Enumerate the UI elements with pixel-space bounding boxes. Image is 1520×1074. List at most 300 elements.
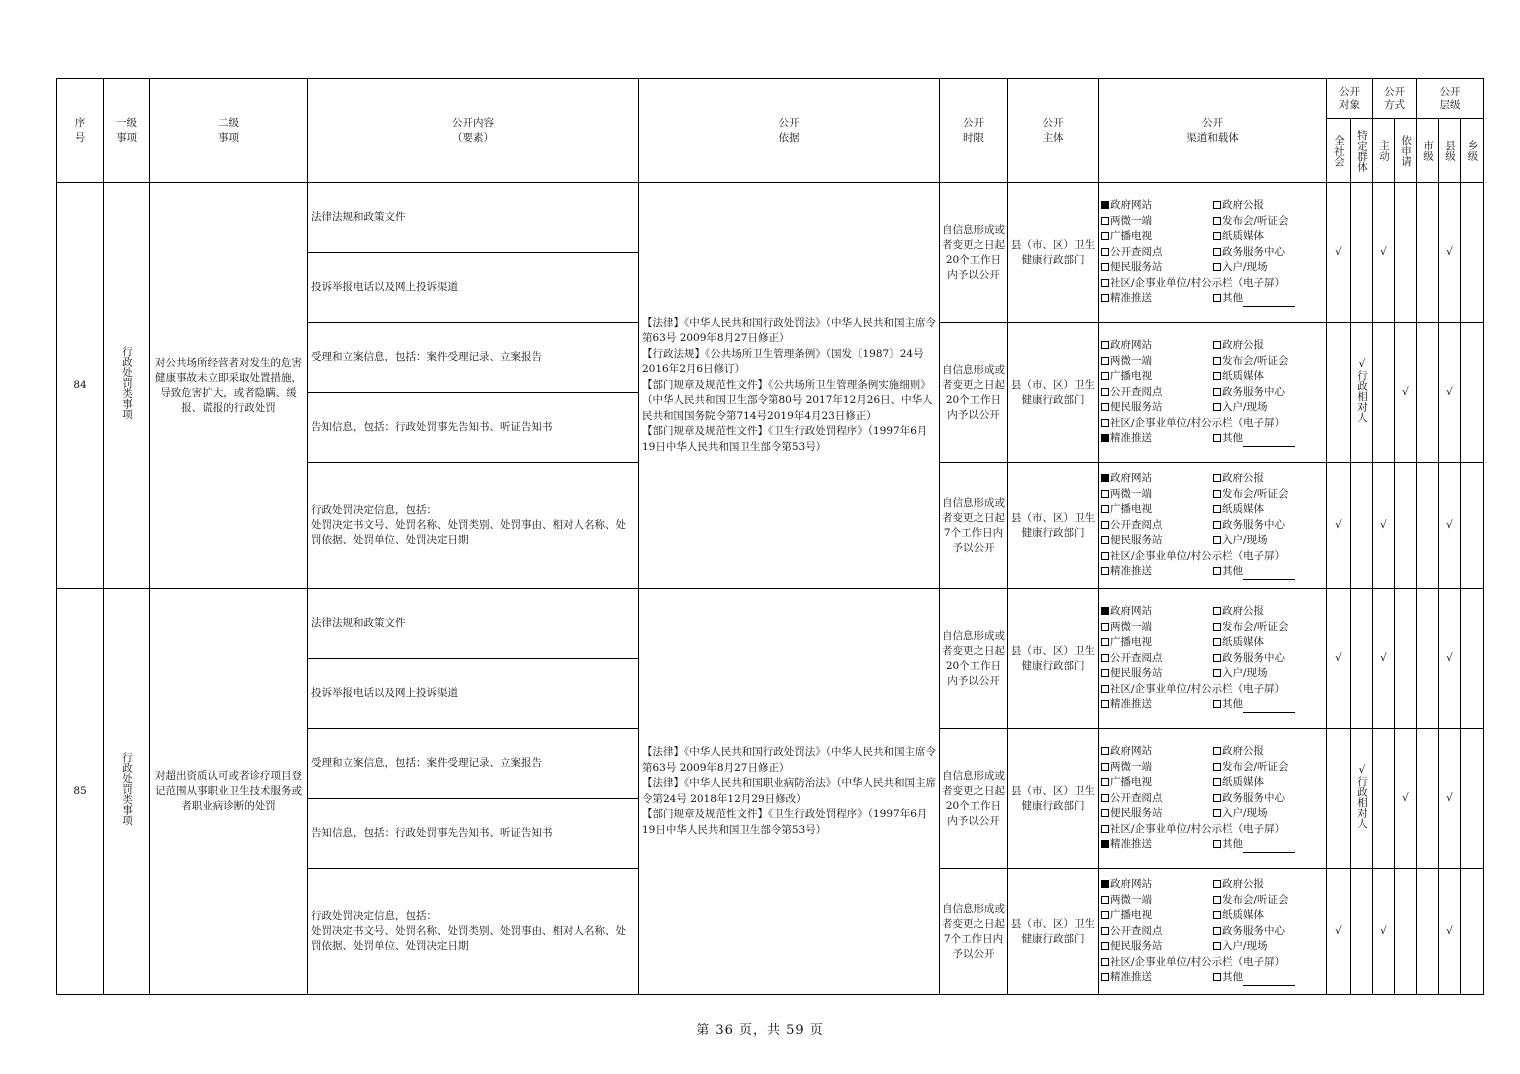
channel-row <box>1101 198 1324 214</box>
checkbox-icon <box>1213 474 1221 482</box>
channel-cell <box>1099 463 1327 589</box>
channel-option: 社区/企事业单位/村公示栏（电子屏） <box>1110 955 1286 968</box>
channel-row <box>1101 877 1324 893</box>
channel-option: 入户/现场 <box>1222 807 1268 820</box>
time-limit-cell: 自信息形成或者变更之日起7个工作日内予以公开 <box>940 869 1008 995</box>
channel-row <box>1101 549 1324 565</box>
basis-line: 【部门规章及规范性文件】《公共场所卫生管理条例实施细则》（中华人民共和国卫生部令第80号 2017年12月26日、中华人民共和国国务院令第714号2019年4月23日修正） <box>642 378 933 422</box>
checkbox-icon <box>1101 927 1109 935</box>
item-level1 <box>104 589 150 995</box>
channel-row <box>1101 564 1324 580</box>
channel-option: 政府公报 <box>1222 878 1264 891</box>
content-cell <box>308 659 639 729</box>
basis-line: 【法律】《中华人民共和国职业病防治法》（中华人民共和国主席令第24号 2018年12月29日修改） <box>642 777 936 805</box>
checkbox-icon <box>1213 567 1221 575</box>
content-cell <box>308 183 639 253</box>
disclosure-table <box>56 78 1484 995</box>
channel-option: 广播电视 <box>1110 776 1152 789</box>
content-cell <box>308 463 639 589</box>
checkbox-icon <box>1213 809 1221 817</box>
checkbox-icon <box>1213 927 1221 935</box>
channel-option: 发布会/听证会 <box>1222 487 1289 500</box>
channel-option: 政务服务中心 <box>1222 791 1285 804</box>
basis-line: 【部门规章及规范性文件】《卫生行政处罚程序》（1997年6月19日中华人民共和国卫生部令第53号） <box>642 425 928 453</box>
checkbox-icon <box>1213 654 1221 662</box>
checkbox-icon <box>1213 700 1221 708</box>
channel-option: 政府网站 <box>1110 878 1152 891</box>
method-active-mark: √ <box>1373 463 1395 589</box>
channel-option: 纸质媒体 <box>1222 230 1264 243</box>
channel-row <box>1101 908 1324 924</box>
content-cell <box>308 729 639 799</box>
obj-specific-mark <box>1351 729 1373 869</box>
channel-row <box>1101 893 1324 909</box>
header-tier-county: 县级 <box>1439 119 1461 183</box>
checkbox-icon <box>1101 474 1109 482</box>
channel-option: 其他 <box>1222 432 1243 445</box>
channel-row <box>1101 697 1324 713</box>
channel-option: 入户/现场 <box>1222 401 1268 414</box>
channel-row <box>1101 291 1324 307</box>
channel-option: 便民服务站 <box>1110 940 1163 953</box>
channel-row <box>1101 620 1324 636</box>
channel-option: 广播电视 <box>1110 230 1152 243</box>
content-cell <box>308 253 639 323</box>
channel-row <box>1101 760 1324 776</box>
channel-option: 入户/现场 <box>1222 261 1268 274</box>
channel-option: 精准推送 <box>1110 565 1152 578</box>
channel-option: 政府网站 <box>1110 472 1152 485</box>
checkbox-icon <box>1101 654 1109 662</box>
channel-row <box>1101 822 1324 838</box>
checkbox-icon <box>1101 403 1109 411</box>
content-cell <box>308 869 639 995</box>
item-level2: 对超出资质认可或者诊疗项目登记范围从事职业卫生技术服务或者职业病诊断的处罚 <box>150 589 308 995</box>
channel-row <box>1101 837 1324 853</box>
channel-row <box>1101 939 1324 955</box>
checkbox-icon <box>1101 825 1109 833</box>
checkbox-icon <box>1101 201 1109 209</box>
channel-cell <box>1099 323 1327 463</box>
checkbox-icon <box>1213 623 1221 631</box>
header-tier-city: 市级 <box>1417 119 1439 183</box>
tier-town-mark <box>1461 589 1484 729</box>
channel-option: 便民服务站 <box>1110 401 1163 414</box>
channel-option: 政府网站 <box>1110 605 1152 618</box>
channel-option: 发布会/听证会 <box>1222 620 1289 633</box>
channel-option: 社区/企事业单位/村公示栏（电子屏） <box>1110 549 1286 562</box>
checkbox-icon <box>1213 942 1221 950</box>
method-request-mark <box>1395 463 1417 589</box>
content-text: 告知信息，包括：行政处罚事先告知书、听证告知书 <box>311 421 553 433</box>
time-limit-cell: 自信息形成或者变更之日起20个工作日内予以公开 <box>940 729 1008 869</box>
channel-row <box>1101 245 1324 261</box>
tier-county-mark: √ <box>1439 729 1461 869</box>
content-text: 法律法规和政策文件 <box>311 617 406 629</box>
channel-option: 政务服务中心 <box>1222 518 1285 531</box>
header-channel: 公开 渠道和载体 <box>1099 79 1327 183</box>
channel-row <box>1101 338 1324 354</box>
channel-option: 精准推送 <box>1110 698 1152 711</box>
header-time: 公开 时限 <box>940 79 1008 183</box>
channel-row <box>1101 276 1324 292</box>
header-tier-town: 乡级 <box>1461 119 1484 183</box>
tier-city-mark <box>1417 729 1439 869</box>
content-text: 行政处罚决定信息，包括： <box>311 910 437 922</box>
checkbox-icon <box>1101 669 1109 677</box>
channel-row <box>1101 604 1324 620</box>
channel-row <box>1101 533 1324 549</box>
checkbox-icon <box>1101 747 1109 755</box>
channel-option: 其他 <box>1222 698 1243 711</box>
channel-row <box>1101 791 1324 807</box>
channel-option: 政府公报 <box>1222 199 1264 212</box>
obj-all-mark: √ <box>1327 869 1351 995</box>
checkbox-icon <box>1101 763 1109 771</box>
checkbox-icon <box>1101 372 1109 380</box>
checkbox-icon <box>1213 880 1221 888</box>
channel-option: 公开查阅点 <box>1110 245 1163 258</box>
channel-row <box>1101 354 1324 370</box>
subject-cell: 县（市、区）卫生健康行政部门 <box>1008 183 1099 323</box>
channel-row <box>1101 502 1324 518</box>
channel-option: 其他 <box>1222 838 1243 851</box>
checkbox-icon <box>1101 434 1109 442</box>
checkbox-icon <box>1101 638 1109 646</box>
content-cell <box>308 799 639 869</box>
channel-option: 其他 <box>1222 565 1243 578</box>
checkbox-icon <box>1101 248 1109 256</box>
checkbox-icon <box>1213 521 1221 529</box>
header-obj-specific: 特定群体 <box>1351 119 1373 183</box>
basis-line: 【法律】《中华人民共和国行政处罚法》（中华人民共和国主席令第63号 2009年8月27日修正） <box>642 316 936 345</box>
checkbox-icon <box>1213 388 1221 396</box>
channel-option: 入户/现场 <box>1222 940 1268 953</box>
level1-text: 行政处罚类事项 <box>121 752 133 826</box>
checkbox-icon <box>1101 896 1109 904</box>
channel-option: 其他 <box>1222 292 1243 305</box>
item-seq: 85 <box>57 589 104 995</box>
checkbox-icon <box>1213 669 1221 677</box>
checkbox-icon <box>1101 521 1109 529</box>
checkbox-icon <box>1101 685 1109 693</box>
checkbox-icon <box>1213 372 1221 380</box>
method-request-mark: √ <box>1395 729 1417 869</box>
channel-row <box>1101 260 1324 276</box>
checkbox-icon <box>1101 388 1109 396</box>
obj-specific-mark <box>1351 589 1373 729</box>
channel-option: 纸质媒体 <box>1222 909 1264 922</box>
checkbox-icon <box>1213 263 1221 271</box>
channel-row <box>1101 400 1324 416</box>
checkbox-icon <box>1101 973 1109 981</box>
channel-row <box>1101 955 1324 971</box>
blank-line <box>1243 297 1295 307</box>
channel-option: 便民服务站 <box>1110 807 1163 820</box>
checkbox-icon <box>1101 567 1109 575</box>
basis-line: 【法律】《中华人民共和国行政处罚法》（中华人民共和国主席令第63号 2009年8月27日修正） <box>642 746 936 774</box>
subject-cell: 县（市、区）卫生健康行政部门 <box>1008 869 1099 995</box>
channel-option: 政务服务中心 <box>1222 245 1285 258</box>
content-cell <box>308 393 639 463</box>
method-request-mark <box>1395 869 1417 995</box>
method-request-mark <box>1395 183 1417 323</box>
blank-line <box>1243 976 1295 986</box>
channel-option: 两微一端 <box>1110 893 1152 906</box>
channel-option: 纸质媒体 <box>1222 370 1264 383</box>
obj-specific-mark <box>1351 323 1373 463</box>
channel-option: 社区/企事业单位/村公示栏（电子屏） <box>1110 822 1286 835</box>
tier-city-mark <box>1417 183 1439 323</box>
subject-cell: 县（市、区）卫生健康行政部门 <box>1008 589 1099 729</box>
checkbox-icon <box>1101 505 1109 513</box>
checkbox-icon <box>1213 911 1221 919</box>
channel-option: 广播电视 <box>1110 370 1152 383</box>
method-active-mark <box>1373 323 1395 463</box>
channel-row <box>1101 744 1324 760</box>
channel-row <box>1101 385 1324 401</box>
header-obj-all: 全社会 <box>1327 119 1351 183</box>
channel-option: 入户/现场 <box>1222 534 1268 547</box>
channel-option: 纸质媒体 <box>1222 503 1264 516</box>
content-text: 法律法规和政策文件 <box>311 211 406 223</box>
channel-option: 政务服务中心 <box>1222 385 1285 398</box>
method-request-mark <box>1395 589 1417 729</box>
tier-city-mark <box>1417 323 1439 463</box>
subject-cell: 县（市、区）卫生健康行政部门 <box>1008 323 1099 463</box>
channel-option: 两微一端 <box>1110 620 1152 633</box>
checkbox-icon <box>1101 536 1109 544</box>
header-basis: 公开 依据 <box>639 79 940 183</box>
obj-all-mark <box>1327 729 1351 869</box>
channel-option: 精准推送 <box>1110 838 1152 851</box>
tier-county-mark: √ <box>1439 323 1461 463</box>
item-level2: 对公共场所经营者对发生的危害健康事故未立即采取处置措施，导致危害扩大，或者隐瞒、缓报、谎报的行政处罚 <box>150 183 308 589</box>
table-row <box>57 183 1484 253</box>
tier-town-mark <box>1461 183 1484 323</box>
header-subject: 公开 主体 <box>1008 79 1099 183</box>
channel-option: 社区/企事业单位/村公示栏（电子屏） <box>1110 276 1286 289</box>
channel-option: 发布会/听证会 <box>1222 760 1289 773</box>
channel-cell <box>1099 589 1327 729</box>
channel-option: 公开查阅点 <box>1110 385 1163 398</box>
blank-line <box>1243 843 1295 853</box>
tier-county-mark: √ <box>1439 589 1461 729</box>
content-text: 行政处罚决定信息，包括： <box>311 504 437 516</box>
tier-county-mark: √ <box>1439 463 1461 589</box>
tier-county-mark: √ <box>1439 183 1461 323</box>
checkbox-icon <box>1101 419 1109 427</box>
checkbox-icon <box>1213 747 1221 755</box>
header-object: 公开 对象 <box>1327 79 1373 119</box>
channel-row <box>1101 651 1324 667</box>
channel-cell <box>1099 869 1327 995</box>
basis-cell <box>639 183 940 589</box>
content-cell <box>308 589 639 659</box>
channel-option: 政务服务中心 <box>1222 651 1285 664</box>
channel-option: 政府网站 <box>1110 745 1152 758</box>
obj-all-mark <box>1327 323 1351 463</box>
checkbox-icon <box>1101 840 1109 848</box>
checkbox-icon <box>1213 490 1221 498</box>
checkbox-icon <box>1213 232 1221 240</box>
basis-line: 【部门规章及规范性文件】《卫生行政处罚程序》（1997年6月19日中华人民共和国卫生部令第53号） <box>642 808 928 836</box>
checkbox-icon <box>1101 607 1109 615</box>
basis-cell <box>639 589 940 995</box>
checkbox-icon <box>1101 232 1109 240</box>
checkbox-icon <box>1213 973 1221 981</box>
checkbox-icon <box>1101 552 1109 560</box>
channel-option: 精准推送 <box>1110 432 1152 445</box>
checkbox-icon <box>1101 880 1109 888</box>
channel-option: 政务服务中心 <box>1222 924 1285 937</box>
tier-city-mark <box>1417 869 1439 995</box>
content-cell <box>308 323 639 393</box>
header-seq: 序 号 <box>57 79 104 183</box>
checkbox-icon <box>1213 536 1221 544</box>
channel-row <box>1101 487 1324 503</box>
obj-specific-mark <box>1351 463 1373 589</box>
tier-town-mark <box>1461 869 1484 995</box>
channel-option: 政府网站 <box>1110 199 1152 212</box>
level1-text: 行政处罚类事项 <box>121 346 133 420</box>
channel-option: 政府网站 <box>1110 339 1152 352</box>
specific-text: √行政相对人 <box>1356 763 1368 829</box>
method-active-mark: √ <box>1373 589 1395 729</box>
channel-option: 纸质媒体 <box>1222 776 1264 789</box>
obj-specific-mark <box>1351 869 1373 995</box>
checkbox-icon <box>1213 778 1221 786</box>
channel-option: 发布会/听证会 <box>1222 893 1289 906</box>
channel-option: 社区/企事业单位/村公示栏（电子屏） <box>1110 416 1286 429</box>
checkbox-icon <box>1213 896 1221 904</box>
channel-option: 其他 <box>1222 971 1243 984</box>
checkbox-icon <box>1213 607 1221 615</box>
channel-option: 广播电视 <box>1110 503 1152 516</box>
channel-row <box>1101 682 1324 698</box>
time-limit-cell: 自信息形成或者变更之日起20个工作日内予以公开 <box>940 589 1008 729</box>
checkbox-icon <box>1101 357 1109 365</box>
header-content: 公开内容 （要素） <box>308 79 639 183</box>
checkbox-icon <box>1213 248 1221 256</box>
item-seq: 84 <box>57 183 104 589</box>
table-row <box>57 589 1484 659</box>
tier-town-mark <box>1461 729 1484 869</box>
checkbox-icon <box>1101 778 1109 786</box>
channel-option: 公开查阅点 <box>1110 518 1163 531</box>
specific-text: √行政相对人 <box>1356 357 1368 423</box>
item-level1 <box>104 183 150 589</box>
method-active-mark: √ <box>1373 869 1395 995</box>
channel-option: 发布会/听证会 <box>1222 354 1289 367</box>
channel-option: 入户/现场 <box>1222 667 1268 680</box>
channel-option: 精准推送 <box>1110 971 1152 984</box>
checkbox-icon <box>1213 403 1221 411</box>
channel-option: 公开查阅点 <box>1110 924 1163 937</box>
obj-all-mark: √ <box>1327 183 1351 323</box>
channel-row <box>1101 369 1324 385</box>
checkbox-icon <box>1213 763 1221 771</box>
header-method-request: 依申请 <box>1395 119 1417 183</box>
channel-row <box>1101 518 1324 534</box>
checkbox-icon <box>1101 700 1109 708</box>
blank-line <box>1243 703 1295 713</box>
tier-county-mark: √ <box>1439 869 1461 995</box>
channel-row <box>1101 471 1324 487</box>
checkbox-icon <box>1213 638 1221 646</box>
checkbox-icon <box>1101 794 1109 802</box>
content-text: 处罚决定书文号、处罚名称、处罚类别、处罚事由、相对人名称、处罚依据、处罚单位、处罚决定日期 <box>311 925 626 952</box>
channel-row <box>1101 416 1324 432</box>
obj-specific-mark <box>1351 183 1373 323</box>
checkbox-icon <box>1213 294 1221 302</box>
checkbox-icon <box>1213 794 1221 802</box>
tier-town-mark <box>1461 323 1484 463</box>
header-level2: 二级 事项 <box>150 79 308 183</box>
checkbox-icon <box>1101 294 1109 302</box>
method-active-mark: √ <box>1373 183 1395 323</box>
checkbox-icon <box>1213 201 1221 209</box>
content-text: 受理和立案信息，包括：案件受理记录、立案报告 <box>311 351 542 363</box>
tier-city-mark <box>1417 589 1439 729</box>
subject-cell: 县（市、区）卫生健康行政部门 <box>1008 729 1099 869</box>
checkbox-icon <box>1101 263 1109 271</box>
checkbox-icon <box>1213 434 1221 442</box>
checkbox-icon <box>1101 958 1109 966</box>
channel-row <box>1101 431 1324 447</box>
page-footer: 第 36 页，共 59 页 <box>696 1023 824 1038</box>
channel-option: 便民服务站 <box>1110 667 1163 680</box>
checkbox-icon <box>1101 809 1109 817</box>
channel-row <box>1101 214 1324 230</box>
channel-option: 社区/企事业单位/村公示栏（电子屏） <box>1110 682 1286 695</box>
checkbox-icon <box>1101 942 1109 950</box>
channel-option: 政府公报 <box>1222 472 1264 485</box>
channel-row <box>1101 775 1324 791</box>
channel-cell <box>1099 183 1327 323</box>
channel-option: 两微一端 <box>1110 354 1152 367</box>
checkbox-icon <box>1213 505 1221 513</box>
channel-row <box>1101 970 1324 986</box>
obj-all-mark: √ <box>1327 463 1351 589</box>
header-method-active: 主动 <box>1373 119 1395 183</box>
subject-cell: 县（市、区）卫生健康行政部门 <box>1008 463 1099 589</box>
channel-row <box>1101 806 1324 822</box>
channel-option: 两微一端 <box>1110 760 1152 773</box>
channel-cell <box>1099 729 1327 869</box>
checkbox-icon <box>1101 911 1109 919</box>
content-text: 受理和立案信息，包括：案件受理记录、立案报告 <box>311 757 542 769</box>
channel-option: 发布会/听证会 <box>1222 214 1289 227</box>
channel-option: 广播电视 <box>1110 909 1152 922</box>
time-limit-cell: 自信息形成或者变更之日起20个工作日内予以公开 <box>940 183 1008 323</box>
channel-option: 政府公报 <box>1222 745 1264 758</box>
blank-line <box>1243 437 1295 447</box>
channel-option: 两微一端 <box>1110 214 1152 227</box>
channel-option: 便民服务站 <box>1110 534 1163 547</box>
method-active-mark <box>1373 729 1395 869</box>
header-level1: 一级 事项 <box>104 79 150 183</box>
channel-row <box>1101 229 1324 245</box>
obj-all-mark: √ <box>1327 589 1351 729</box>
channel-option: 两微一端 <box>1110 487 1152 500</box>
header-tier: 公开 层级 <box>1417 79 1484 119</box>
checkbox-icon <box>1101 490 1109 498</box>
checkbox-icon <box>1213 357 1221 365</box>
checkbox-icon <box>1101 341 1109 349</box>
channel-option: 政府公报 <box>1222 339 1264 352</box>
tier-town-mark <box>1461 463 1484 589</box>
